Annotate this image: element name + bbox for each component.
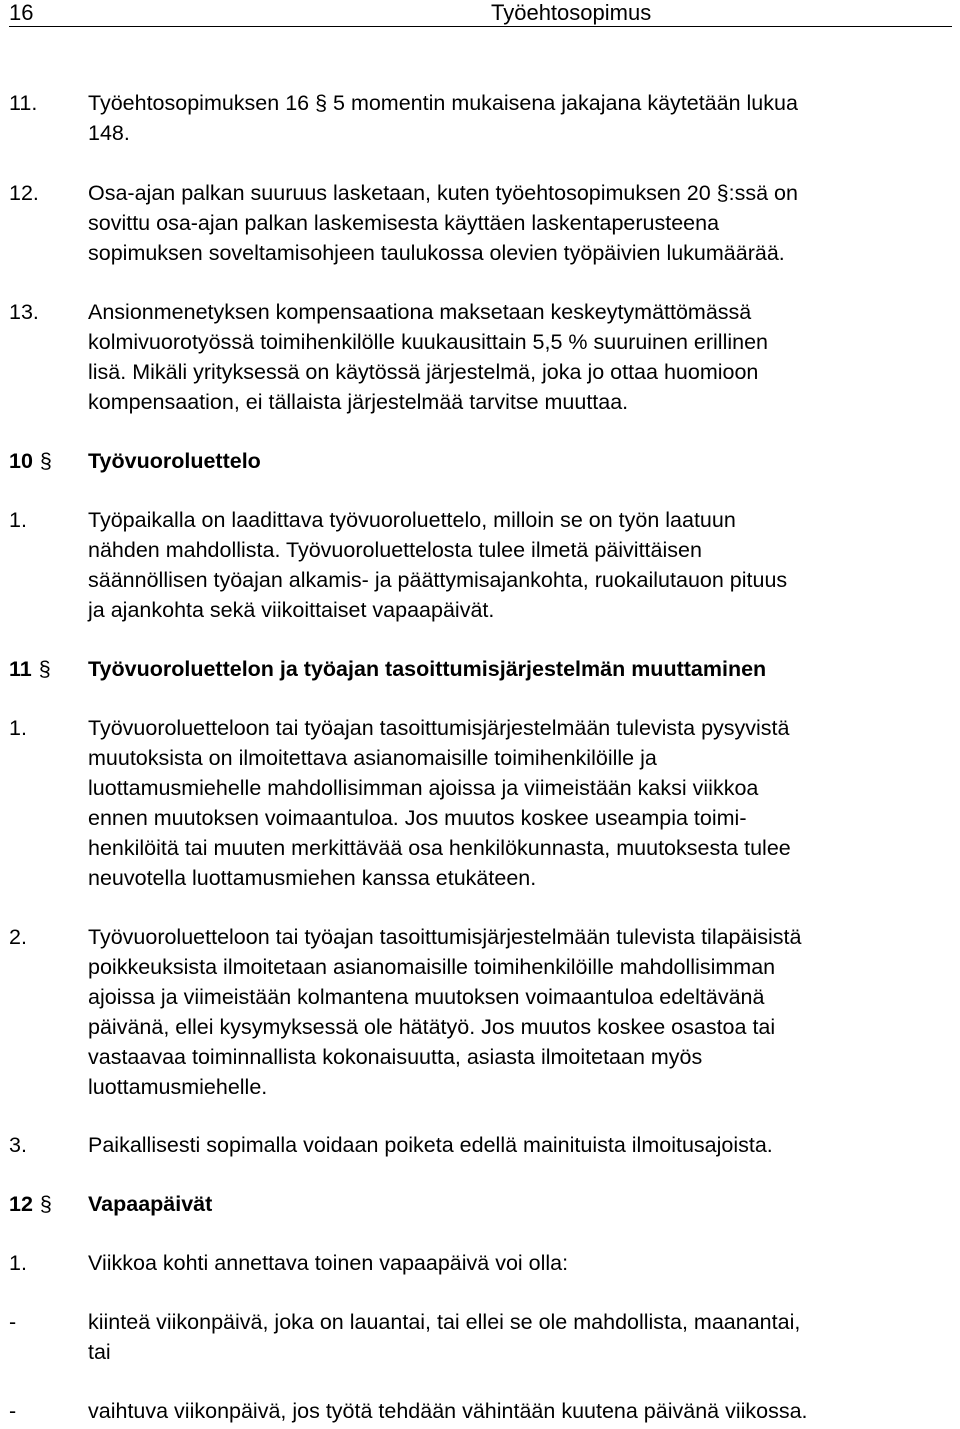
section-sign: § xyxy=(39,449,52,473)
section-sign: § xyxy=(38,657,51,681)
text-line: poikkeuksista ilmoitetaan asianomaisille toimihenkilöille mahdollisimman xyxy=(88,955,776,979)
list-item xyxy=(9,1130,952,1160)
item-number: 12. xyxy=(9,181,39,205)
list-item xyxy=(9,1307,952,1367)
text-line: luottamusmiehelle. xyxy=(88,1075,268,1099)
section-number: 11 § xyxy=(9,654,60,684)
item-text xyxy=(88,713,952,893)
section-heading xyxy=(9,654,952,684)
text-line: Työvuoroluetteloon tai työajan tasoittumisjärjestelmään tulevista tilapäisistä xyxy=(88,925,802,949)
text-line: sopimuksen soveltamisohjeen taulukossa olevien työpäivien lukumäärää. xyxy=(88,241,785,265)
text-line: Työvuoroluetteloon tai työajan tasoittumisjärjestelmään tulevista pysyvistä xyxy=(88,716,790,740)
text-line: vastaavaa toiminnallista kokonaisuutta, asiasta ilmoitetaan myös xyxy=(88,1045,703,1069)
section-title: Vapaapäivät xyxy=(88,1192,213,1216)
item-text xyxy=(88,178,952,268)
list-item xyxy=(9,297,952,417)
section-heading xyxy=(9,446,952,476)
text-line: säännöllisen työajan alkamis- ja päättymisajankohta, ruokailutauon pituus xyxy=(88,568,788,592)
item-number: 11. xyxy=(9,91,38,115)
item-number: 2. xyxy=(9,925,27,949)
section-heading xyxy=(9,1189,952,1219)
text-line: Osa-ajan palkan suuruus lasketaan, kuten työehtosopimuksen 20 §:ssä on xyxy=(88,181,798,205)
list-item xyxy=(9,178,952,268)
page-header xyxy=(9,0,952,27)
text-line: Työpaikalla on laadittava työvuoroluettelo, milloin se on työn laatuun xyxy=(88,508,736,532)
text-line: henkilöitä tai muuten merkittävää osa henkilökunnasta, muutoksesta tulee xyxy=(88,836,791,860)
text-line: ja ajankohta sekä viikoittaiset vapaapäivät. xyxy=(88,598,495,622)
list-item xyxy=(9,88,952,148)
list-item xyxy=(9,1248,952,1278)
page-number: 16 xyxy=(9,0,34,25)
item-number: 1. xyxy=(9,716,27,740)
text-line: ajoissa ja viimeistään kolmantena muutoksen voimaantuloa edeltävänä xyxy=(88,985,765,1009)
text-line: tai xyxy=(88,1340,111,1364)
item-text xyxy=(88,922,952,1102)
item-text xyxy=(88,1396,952,1426)
text-line: lisä. Mikäli yrityksessä on käytössä järjestelmä, joka jo ottaa huomioon xyxy=(88,360,759,384)
text-line: kompensaation, ei tällaista järjestelmää tarvitse muuttaa. xyxy=(88,390,629,414)
text-line: luottamusmiehelle mahdollisimman ajoissa ja viimeistään kaksi viikkoa xyxy=(88,776,759,800)
text-line: Työehtosopimuksen 16 § 5 momentin mukaisena jakajana käytetään lukua xyxy=(88,91,798,115)
text-line: päivänä, ellei kysymyksessä ole hätätyö. Jos muutos koskee osastoa tai xyxy=(88,1015,776,1039)
item-number: 1. xyxy=(9,508,27,532)
item-number: 1. xyxy=(9,1251,27,1275)
item-text xyxy=(88,297,952,417)
item-text xyxy=(88,1130,952,1160)
list-item xyxy=(9,505,952,625)
text-line: vaihtuva viikonpäivä, jos työtä tehdään vähintään kuutena päivänä viikossa. xyxy=(88,1399,808,1423)
text-line: kiinteä viikonpäivä, joka on lauantai, tai ellei se ole mahdollista, maanantai, xyxy=(88,1310,801,1334)
section-number: 12 § xyxy=(9,1189,61,1219)
item-text xyxy=(88,505,952,625)
text-line: muutoksista on ilmoitettava asianomaisille toimihenkilöille ja xyxy=(88,746,657,770)
item-number: 13. xyxy=(9,300,39,324)
section-number: 10 § xyxy=(9,446,61,476)
section-sign: § xyxy=(39,1192,52,1216)
item-text xyxy=(88,1248,952,1278)
item-bullet: - xyxy=(9,1399,17,1423)
item-bullet: - xyxy=(9,1310,17,1334)
item-number: 3. xyxy=(9,1133,27,1157)
text-line: sovittu osa-ajan palkan laskemisesta käyttäen laskentaperusteena xyxy=(88,211,720,235)
section-title: Työvuoroluettelo xyxy=(88,449,261,473)
list-item xyxy=(9,1396,952,1426)
text-line: Viikkoa kohti annettava toinen vapaapäivä voi olla: xyxy=(88,1251,569,1275)
section-title: Työvuoroluettelon ja työajan tasoittumisjärjestelmän muuttaminen xyxy=(88,657,767,681)
list-item xyxy=(9,922,952,1102)
text-line: 148. xyxy=(88,121,130,145)
item-text xyxy=(88,1307,952,1367)
text-line: Paikallisesti sopimalla voidaan poiketa edellä mainituista ilmoitusajoista. xyxy=(88,1133,773,1157)
text-line: ennen muutoksen voimaantuloa. Jos muutos koskee useampia toimi- xyxy=(88,806,747,830)
item-text xyxy=(88,88,952,148)
text-line: neuvotella luottamusmiehen kanssa etukäteen. xyxy=(88,866,537,890)
text-line: Ansionmenetyksen kompensaationa maksetaan keskeytymättömässä xyxy=(88,300,752,324)
text-line: kolmivuorotyössä toimihenkilölle kuukausittain 5,5 % suuruinen erillinen xyxy=(88,330,768,354)
text-line: nähden mahdollista. Työvuoroluettelosta tulee ilmetä päivittäisen xyxy=(88,538,702,562)
document-title: Työehtosopimus xyxy=(491,0,652,25)
list-item xyxy=(9,713,952,893)
